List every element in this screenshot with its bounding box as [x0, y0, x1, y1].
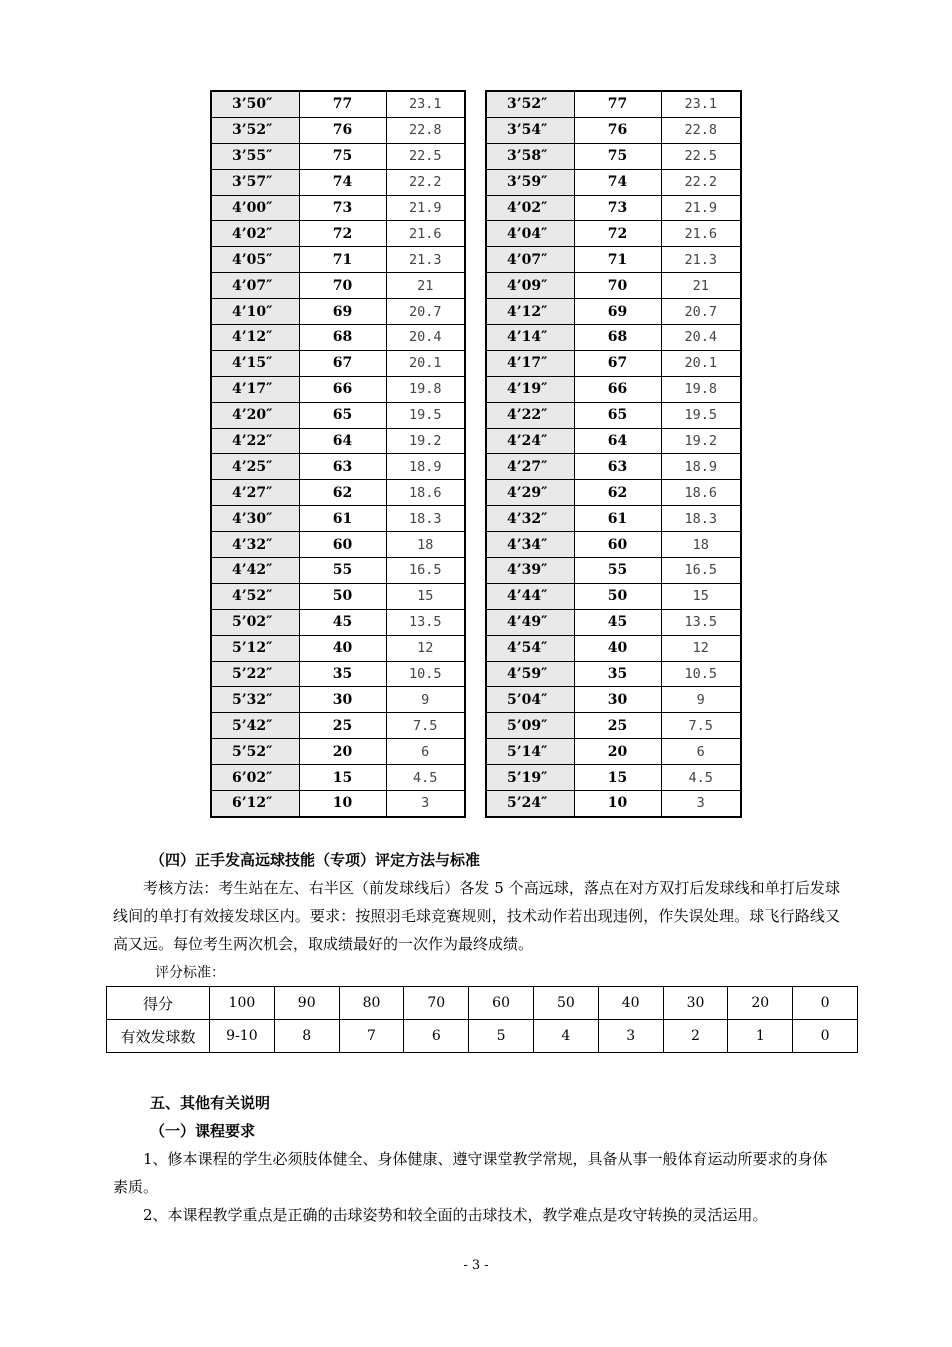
table-row [486, 91, 741, 117]
score-cell: 66 [574, 376, 661, 402]
value-cell: 16.5 [386, 558, 465, 584]
time-cell: 4’07″ [486, 247, 574, 273]
time-cell: 4’27″ [486, 454, 574, 480]
value-cell: 21.9 [661, 195, 741, 221]
value-cell: 20.1 [661, 350, 741, 376]
score-cell: 10 [574, 791, 661, 817]
score-cell: 67 [299, 350, 386, 376]
table-row [211, 609, 465, 635]
table-cell: 6 [404, 1020, 469, 1053]
score-cell: 69 [299, 299, 386, 325]
time-cell: 4’02″ [211, 221, 299, 247]
table-cell: 8 [274, 1020, 339, 1053]
time-cell: 4’14″ [486, 325, 574, 351]
score-cell: 30 [299, 687, 386, 713]
value-cell: 23.1 [661, 91, 741, 117]
time-cell: 4’02″ [486, 195, 574, 221]
time-cell: 5’52″ [211, 739, 299, 765]
score-cell: 64 [299, 428, 386, 454]
value-cell: 10.5 [661, 661, 741, 687]
value-cell: 21 [386, 273, 465, 299]
table-row [211, 350, 465, 376]
value-cell: 4.5 [661, 765, 741, 791]
value-cell: 21.3 [661, 247, 741, 273]
time-cell: 4’22″ [486, 402, 574, 428]
table-row [486, 143, 741, 169]
score-cell: 70 [299, 273, 386, 299]
time-cell: 6’02″ [211, 765, 299, 791]
time-cell: 4’29″ [486, 480, 574, 506]
table-row [211, 117, 465, 143]
time-cell: 4’30″ [211, 506, 299, 532]
score-cell: 65 [574, 402, 661, 428]
value-cell: 21.9 [386, 195, 465, 221]
score-cell: 76 [299, 117, 386, 143]
score-cell: 71 [299, 247, 386, 273]
time-cell: 5’02″ [211, 609, 299, 635]
score-cell: 70 [574, 273, 661, 299]
time-cell: 4’34″ [486, 532, 574, 558]
time-cell: 4’12″ [211, 325, 299, 351]
score-cell: 45 [574, 609, 661, 635]
time-cell: 4’22″ [211, 428, 299, 454]
time-cell: 3’55″ [211, 143, 299, 169]
table-row [486, 195, 741, 221]
time-cell: 4’12″ [486, 299, 574, 325]
score-cell: 73 [299, 195, 386, 221]
score-cell: 74 [574, 169, 661, 195]
time-cell: 4’54″ [486, 635, 574, 661]
value-cell: 15 [386, 583, 465, 609]
time-cell: 4’19″ [486, 376, 574, 402]
value-cell: 20.4 [386, 325, 465, 351]
time-cell: 4’59″ [486, 661, 574, 687]
table-row [486, 739, 741, 765]
requirement-2: 2、本课程教学重点是正确的击球姿势和较全面的击球技术，教学难点是攻守转换的灵活运用。 [143, 1206, 768, 1224]
section-title: 五、其他有关说明 [150, 1094, 271, 1112]
table-row [107, 987, 858, 1020]
score-cell: 77 [299, 91, 386, 117]
time-cell: 4’20″ [211, 402, 299, 428]
time-cell: 4’04″ [486, 221, 574, 247]
table-row [211, 376, 465, 402]
value-cell: 15 [661, 583, 741, 609]
time-cell: 6’12″ [211, 791, 299, 817]
value-cell: 19.8 [386, 376, 465, 402]
table-row [211, 428, 465, 454]
time-cell: 5’19″ [486, 765, 574, 791]
time-cell: 4’07″ [211, 273, 299, 299]
value-cell: 22.2 [386, 169, 465, 195]
table-row [211, 558, 465, 584]
table-cell: 80 [339, 987, 404, 1020]
score-cell: 66 [299, 376, 386, 402]
table-row [486, 117, 741, 143]
value-cell: 6 [386, 739, 465, 765]
value-cell: 18.6 [386, 480, 465, 506]
table-row [486, 635, 741, 661]
time-cell: 4’10″ [211, 299, 299, 325]
table-row [486, 454, 741, 480]
table-row [107, 1020, 858, 1053]
time-cell: 5’22″ [211, 661, 299, 687]
score-table-right [485, 90, 742, 818]
table-row [486, 583, 741, 609]
table-row [211, 765, 465, 791]
value-cell: 18 [386, 532, 465, 558]
score-table-left [210, 90, 466, 818]
subsection-title: （一）课程要求 [150, 1122, 256, 1140]
value-cell: 18 [661, 532, 741, 558]
table-cell: 60 [469, 987, 534, 1020]
table-cell: 20 [728, 987, 793, 1020]
time-cell: 5’24″ [486, 791, 574, 817]
score-cell: 71 [574, 247, 661, 273]
table-cell: 3 [598, 1020, 663, 1053]
table-cell: 1 [728, 1020, 793, 1053]
value-cell: 18.6 [661, 480, 741, 506]
time-cell: 4’15″ [211, 350, 299, 376]
table-row [486, 609, 741, 635]
value-cell: 9 [661, 687, 741, 713]
table-row [211, 713, 465, 739]
score-cell: 72 [574, 221, 661, 247]
value-cell: 19.5 [386, 402, 465, 428]
score-cell: 63 [574, 454, 661, 480]
value-cell: 18.9 [661, 454, 741, 480]
value-cell: 18.9 [386, 454, 465, 480]
time-cell: 4’52″ [211, 583, 299, 609]
table-row [211, 91, 465, 117]
time-cell: 3’58″ [486, 143, 574, 169]
value-cell: 4.5 [386, 765, 465, 791]
time-cell: 5’14″ [486, 739, 574, 765]
time-cell: 3’54″ [486, 117, 574, 143]
value-cell: 3 [386, 791, 465, 817]
table-cell: 30 [663, 987, 728, 1020]
time-cell: 5’12″ [211, 635, 299, 661]
score-cell: 60 [299, 532, 386, 558]
table-cell: 50 [533, 987, 598, 1020]
time-cell: 4’44″ [486, 583, 574, 609]
time-cell: 3’52″ [486, 91, 574, 117]
value-cell: 21.6 [661, 221, 741, 247]
value-cell: 12 [386, 635, 465, 661]
value-cell: 22.5 [661, 143, 741, 169]
table-row [211, 247, 465, 273]
score-cell: 40 [574, 635, 661, 661]
value-cell: 13.5 [386, 609, 465, 635]
score-cell: 15 [574, 765, 661, 791]
rating-table [106, 986, 858, 1053]
table-row [211, 454, 465, 480]
time-cell: 4’25″ [211, 454, 299, 480]
score-cell: 68 [299, 325, 386, 351]
table-row [486, 221, 741, 247]
value-cell: 21.3 [386, 247, 465, 273]
score-cell: 25 [574, 713, 661, 739]
value-cell: 7.5 [386, 713, 465, 739]
score-cell: 67 [574, 350, 661, 376]
score-cell: 63 [299, 454, 386, 480]
value-cell: 20.4 [661, 325, 741, 351]
table-row [211, 299, 465, 325]
table-row [486, 506, 741, 532]
score-cell: 15 [299, 765, 386, 791]
value-cell: 3 [661, 791, 741, 817]
table-row [211, 325, 465, 351]
table-row [211, 687, 465, 713]
score-cell: 76 [574, 117, 661, 143]
value-cell: 13.5 [661, 609, 741, 635]
table-cell: 90 [274, 987, 339, 1020]
table-row [211, 402, 465, 428]
score-cell: 74 [299, 169, 386, 195]
table-cell: 40 [598, 987, 663, 1020]
value-cell: 22.8 [661, 117, 741, 143]
time-cell: 4’24″ [486, 428, 574, 454]
value-cell: 7.5 [661, 713, 741, 739]
score-cell: 55 [574, 558, 661, 584]
table-row [486, 480, 741, 506]
time-cell: 4’09″ [486, 273, 574, 299]
score-cell: 40 [299, 635, 386, 661]
table-row [486, 765, 741, 791]
time-cell: 5’04″ [486, 687, 574, 713]
table-row [486, 713, 741, 739]
value-cell: 20.7 [661, 299, 741, 325]
table-row [211, 143, 465, 169]
score-cell: 72 [299, 221, 386, 247]
score-cell: 75 [574, 143, 661, 169]
score-cell: 68 [574, 325, 661, 351]
value-cell: 19.5 [661, 402, 741, 428]
value-cell: 20.1 [386, 350, 465, 376]
time-cell: 4’39″ [486, 558, 574, 584]
score-cell: 10 [299, 791, 386, 817]
table-row [486, 532, 741, 558]
table-row [486, 402, 741, 428]
time-cell: 5’42″ [211, 713, 299, 739]
score-cell: 69 [574, 299, 661, 325]
time-cell: 4’05″ [211, 247, 299, 273]
score-cell: 50 [574, 583, 661, 609]
score-cell: 61 [299, 506, 386, 532]
value-cell: 23.1 [386, 91, 465, 117]
value-cell: 10.5 [386, 661, 465, 687]
requirement-1: 1、修本课程的学生必须肢体健全、身体健康、遵守课堂教学常规，具备从事一般体育运动所要求的身体素质。 [113, 1150, 828, 1196]
score-cell: 77 [574, 91, 661, 117]
table-row [211, 532, 465, 558]
time-cell: 4’00″ [211, 195, 299, 221]
value-cell: 18.3 [386, 506, 465, 532]
score-cell: 75 [299, 143, 386, 169]
table-row [211, 221, 465, 247]
score-cell: 35 [299, 661, 386, 687]
table-row [211, 739, 465, 765]
score-cell: 25 [299, 713, 386, 739]
rating-label: 评分标准： [155, 965, 225, 981]
table-cell: 7 [339, 1020, 404, 1053]
table-row [486, 350, 741, 376]
table-cell: 4 [533, 1020, 598, 1053]
table-row [486, 428, 741, 454]
time-cell: 5’09″ [486, 713, 574, 739]
score-cell: 64 [574, 428, 661, 454]
value-cell: 12 [661, 635, 741, 661]
table-row [486, 376, 741, 402]
score-cell: 61 [574, 506, 661, 532]
score-cell: 20 [299, 739, 386, 765]
value-cell: 16.5 [661, 558, 741, 584]
table-cell: 100 [210, 987, 275, 1020]
score-cell: 65 [299, 402, 386, 428]
table-cell: 70 [404, 987, 469, 1020]
page-number: - 3 - [463, 1258, 489, 1273]
value-cell: 22.2 [661, 169, 741, 195]
table-row [211, 791, 465, 817]
value-cell: 19.2 [386, 428, 465, 454]
score-cell: 73 [574, 195, 661, 221]
table-row [486, 169, 741, 195]
value-cell: 21.6 [386, 221, 465, 247]
value-cell: 22.8 [386, 117, 465, 143]
score-cell: 60 [574, 532, 661, 558]
method-paragraph: 考核方法：考生站在左、右半区（前发球线后）各发 5 个高远球，落点在对方双打后发球线和单打后发球线间的单打有效接发球区内。要求：按照羽毛球竞赛规则，技术动作若出现违例，作失误处理。球飞行路线又高又远。每位考生两次机会，取成绩最好的一次作为最终成绩。 [113, 879, 840, 953]
table-row [486, 247, 741, 273]
time-cell: 4’32″ [486, 506, 574, 532]
time-cell: 3’59″ [486, 169, 574, 195]
score-cell: 20 [574, 739, 661, 765]
score-cell: 30 [574, 687, 661, 713]
score-tables [210, 90, 742, 814]
section-title: （四）正手发高远球技能（专项）评定方法与标准 [150, 851, 481, 869]
table-row [486, 299, 741, 325]
value-cell: 19.8 [661, 376, 741, 402]
table-row [211, 480, 465, 506]
value-cell: 9 [386, 687, 465, 713]
time-cell: 4’49″ [486, 609, 574, 635]
value-cell: 18.3 [661, 506, 741, 532]
table-row [486, 558, 741, 584]
score-cell: 62 [574, 480, 661, 506]
value-cell: 22.5 [386, 143, 465, 169]
table-cell: 0 [793, 1020, 858, 1053]
row-header: 有效发球数 [107, 1020, 210, 1053]
time-cell: 3’57″ [211, 169, 299, 195]
value-cell: 19.2 [661, 428, 741, 454]
table-row [211, 273, 465, 299]
time-cell: 4’27″ [211, 480, 299, 506]
table-row [486, 687, 741, 713]
table-row [211, 583, 465, 609]
table-row [211, 661, 465, 687]
table-row [486, 273, 741, 299]
time-cell: 4’17″ [486, 350, 574, 376]
table-cell: 9-10 [210, 1020, 275, 1053]
table-row [486, 661, 741, 687]
table-cell: 2 [663, 1020, 728, 1053]
table-row [211, 169, 465, 195]
score-cell: 55 [299, 558, 386, 584]
value-cell: 20.7 [386, 299, 465, 325]
table-row [211, 195, 465, 221]
table-cell: 5 [469, 1020, 534, 1053]
time-cell: 5’32″ [211, 687, 299, 713]
table-row [486, 791, 741, 817]
table-row [211, 506, 465, 532]
time-cell: 4’32″ [211, 532, 299, 558]
score-cell: 35 [574, 661, 661, 687]
score-cell: 50 [299, 583, 386, 609]
table-row [486, 325, 741, 351]
value-cell: 21 [661, 273, 741, 299]
time-cell: 3’52″ [211, 117, 299, 143]
value-cell: 6 [661, 739, 741, 765]
score-cell: 45 [299, 609, 386, 635]
time-cell: 4’17″ [211, 376, 299, 402]
table-row [211, 635, 465, 661]
table-cell: 0 [793, 987, 858, 1020]
time-cell: 3’50″ [211, 91, 299, 117]
row-header: 得分 [107, 987, 210, 1020]
score-cell: 62 [299, 480, 386, 506]
time-cell: 4’42″ [211, 558, 299, 584]
